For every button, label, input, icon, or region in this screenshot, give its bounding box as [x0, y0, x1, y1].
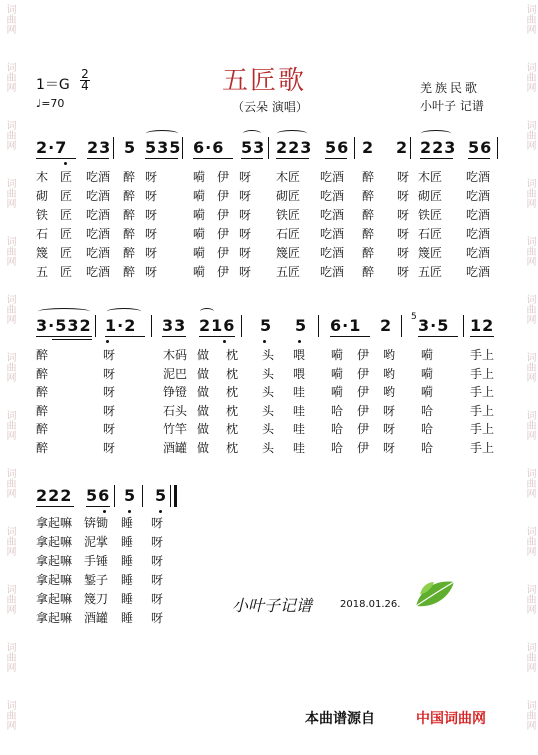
slur	[107, 308, 141, 315]
lyric-word: 拿起嘛	[36, 554, 73, 568]
lyric-word: 嗬	[193, 227, 206, 241]
lyric-word: 篾匠	[276, 246, 301, 260]
lyric-word: 呀	[383, 422, 396, 436]
lyric-word: 呀	[145, 265, 158, 279]
lyric-word: 呀	[397, 189, 410, 203]
lyric-word: 吃酒	[320, 227, 345, 241]
beam	[162, 336, 186, 337]
lyric-word: 哇	[293, 385, 306, 399]
note-group: 535	[145, 138, 182, 157]
lyric-word: 呀	[103, 348, 116, 362]
lyric-word: 枕	[226, 422, 239, 436]
lyric-word: 枕	[226, 440, 239, 455]
slur	[277, 130, 307, 137]
lyric-word: 匠	[60, 265, 73, 279]
time-sig-top: 2	[81, 67, 89, 81]
barline	[410, 137, 411, 159]
lyric-word: 拿起嘛	[36, 573, 73, 587]
watermark-text: 词曲网	[4, 584, 15, 614]
beam	[193, 158, 233, 159]
watermark-text: 词曲网	[524, 468, 535, 498]
lyric-word: 睡	[121, 611, 134, 625]
lyric-word: 石匠	[418, 227, 443, 241]
lyric-word: 吃酒	[466, 208, 491, 222]
key-signature: 1＝G	[36, 77, 70, 93]
lyric-word: 石匠	[276, 227, 301, 241]
lyric-word: 酒罐	[163, 440, 188, 455]
note-group: 6·6	[193, 138, 225, 157]
watermark-text: 词曲网	[4, 700, 15, 730]
lyric-word: 手上	[470, 403, 495, 418]
barline	[354, 137, 355, 159]
barline	[114, 485, 115, 507]
lyric-word: 呀	[383, 440, 396, 455]
time-signature	[80, 69, 90, 92]
lyric-word: 木码	[163, 348, 188, 362]
watermark-text: 词曲网	[524, 236, 535, 266]
lyric-word: 手上	[470, 366, 495, 381]
lyric-word: 呀	[151, 535, 164, 549]
lyric-word: 酒罐	[84, 611, 109, 625]
lyric-word: 做	[197, 366, 210, 381]
lyric-word: 嗬	[193, 246, 206, 260]
barline	[241, 315, 242, 337]
note-group: 5	[295, 316, 308, 335]
lower-octave-dot	[223, 340, 226, 343]
lyric-word: 呀	[151, 554, 164, 568]
lyric-word: 醉	[362, 170, 375, 184]
barline	[268, 137, 269, 159]
lyric-word: 吃酒	[466, 265, 491, 279]
beam	[36, 506, 74, 507]
lyric-word: 铁匠	[276, 208, 301, 222]
lyric-word: 哈	[331, 440, 344, 455]
lyric-word: 呀	[239, 208, 252, 222]
lyric-word: 醉	[36, 348, 49, 362]
lyric-word: 呀	[239, 265, 252, 279]
watermark-text: 词曲网	[524, 584, 535, 614]
lyric-word: 嗬	[193, 189, 206, 203]
lyric-word: 呀	[397, 170, 410, 184]
lyric-word: 醉	[36, 385, 49, 399]
note-group: 2·7	[36, 138, 68, 157]
beam	[52, 339, 92, 340]
beam	[276, 158, 309, 159]
lower-octave-dot	[298, 340, 301, 343]
lyric-word: 吃酒	[466, 189, 491, 203]
lyric-word: 吃酒	[86, 265, 111, 279]
lyric-word: 呀	[239, 189, 252, 203]
note-group: 12	[470, 316, 495, 335]
lyric-word: 枕	[226, 366, 239, 381]
lyric-word: 伊	[217, 170, 230, 184]
lyric-word: 头	[262, 403, 275, 418]
lyric-word: 吃酒	[466, 227, 491, 241]
lyric-word: 石头	[163, 403, 188, 418]
lyric-word: 伊	[217, 227, 230, 241]
lyric-word: 吃酒	[320, 208, 345, 222]
lyric-word: 做	[197, 385, 210, 399]
beam	[468, 158, 490, 159]
lower-octave-dot	[263, 340, 266, 343]
watermark-text: 词曲网	[4, 410, 15, 440]
lyric-word: 呀	[397, 208, 410, 222]
lyric-word: 呀	[239, 227, 252, 241]
lyric-word: 五匠	[418, 265, 443, 279]
lyric-word: 匠	[60, 170, 73, 184]
lyric-word: 醉	[36, 366, 49, 381]
lyric-word: 醉	[36, 440, 49, 455]
lyric-word: 做	[197, 403, 210, 418]
lyric-word: 匠	[60, 208, 73, 222]
watermark-text: 词曲网	[4, 468, 15, 498]
lyric-word: 錾子	[84, 573, 109, 587]
lyric-word: 匠	[60, 189, 73, 203]
lyric-word: 呀	[103, 366, 116, 381]
lyric-word: 做	[197, 440, 210, 455]
lyric-word: 手锤	[84, 554, 109, 568]
lower-octave-dot	[64, 162, 67, 165]
lyric-word: 醉	[362, 208, 375, 222]
beam	[330, 336, 370, 337]
lyric-word: 呀	[151, 516, 164, 530]
beam	[241, 158, 263, 159]
lyric-word: 吃酒	[320, 265, 345, 279]
leaf-icon	[412, 576, 458, 612]
lyric-word: 吃酒	[320, 246, 345, 260]
lyric-word: 拿起嘛	[36, 535, 73, 549]
barline	[113, 137, 114, 159]
lyric-word: 哟	[383, 348, 396, 362]
lyric-word: 哈	[331, 403, 344, 418]
beam	[470, 336, 494, 337]
lyric-word: 吃酒	[86, 227, 111, 241]
song-title: 五匠歌	[222, 66, 307, 96]
watermark-text: 词曲网	[4, 526, 15, 556]
beam	[36, 158, 76, 159]
watermark-text: 词曲网	[524, 642, 535, 672]
lyric-word: 做	[197, 348, 210, 362]
lyric-word: 醉	[36, 422, 49, 436]
watermark-text: 词曲网	[4, 62, 15, 92]
lyric-word: 哈	[331, 422, 344, 436]
tempo-marking: ♩=70	[36, 97, 65, 110]
lower-octave-dot	[103, 510, 106, 513]
watermark-left	[0, 0, 18, 755]
watermark-text: 词曲网	[4, 352, 15, 382]
watermark-text: 词曲网	[524, 294, 535, 324]
lyric-word: 伊	[357, 385, 370, 399]
lyric-word: 枕	[226, 348, 239, 362]
lyric-word: 手上	[470, 440, 495, 455]
lyric-word: 伊	[357, 440, 370, 455]
lyric-word: 伊	[357, 348, 370, 362]
lyric-word: 伊	[217, 246, 230, 260]
lyric-word: 吃酒	[86, 246, 111, 260]
lyric-word: 醉	[123, 246, 136, 260]
lyric-word: 喂	[293, 366, 306, 381]
watermark-text: 词曲网	[524, 120, 535, 150]
barline	[463, 315, 464, 337]
lyric-word: 哇	[293, 403, 306, 418]
note-group: 1·2	[105, 316, 137, 335]
note-group: 56	[468, 138, 493, 157]
watermark-text: 词曲网	[524, 700, 535, 730]
lyric-word: 吃酒	[86, 170, 111, 184]
beam	[86, 506, 110, 507]
transcription-date: 2018.01.26.	[340, 599, 401, 610]
lyric-word: 呀	[103, 403, 116, 418]
footer-brand-link[interactable]: 中国词曲网	[416, 711, 486, 727]
lower-octave-dot	[128, 510, 131, 513]
slur	[38, 308, 90, 315]
watermark-text: 词曲网	[524, 62, 535, 92]
watermark-text: 词曲网	[524, 526, 535, 556]
lyric-word: 睡	[121, 516, 134, 530]
beam	[87, 158, 109, 159]
barline	[401, 315, 402, 337]
note-group: 5	[124, 486, 137, 505]
note-group: 23	[87, 138, 112, 157]
barline	[182, 137, 183, 159]
note-group: 223	[276, 138, 313, 157]
lyric-word: 木	[36, 170, 49, 184]
lyric-word: 木匠	[276, 170, 301, 184]
watermark-text: 词曲网	[524, 178, 535, 208]
slur	[243, 130, 261, 137]
lyric-word: 嗬	[193, 208, 206, 222]
lyric-word: 头	[262, 440, 275, 455]
watermark-text: 词曲网	[524, 4, 535, 34]
watermark-text: 词曲网	[524, 352, 535, 382]
lyric-word: 呀	[103, 422, 116, 436]
lyric-word: 匠	[60, 227, 73, 241]
lyric-word: 砌匠	[418, 189, 443, 203]
beam	[199, 336, 235, 337]
lyric-word: 醉	[362, 227, 375, 241]
note-group: 216	[199, 316, 236, 335]
lyric-word: 醉	[123, 265, 136, 279]
watermark-text: 词曲网	[4, 236, 15, 266]
slur	[200, 308, 214, 315]
lyric-word: 醉	[123, 170, 136, 184]
lyric-word: 手上	[470, 422, 495, 436]
note-group: 6·1	[330, 316, 362, 335]
beam	[145, 158, 178, 159]
lyric-word: 泥巴	[163, 366, 188, 381]
lyric-word: 嗬	[421, 348, 434, 362]
lyric-word: 篾刀	[84, 592, 109, 606]
lyric-word: 石	[36, 227, 49, 241]
lyric-word: 拿起嘛	[36, 516, 73, 530]
note-group: 56	[325, 138, 350, 157]
lyric-word: 伊	[217, 265, 230, 279]
lyric-word: 匠	[60, 246, 73, 260]
lyric-word: 哈	[421, 422, 434, 436]
lyric-word: 嗬	[421, 366, 434, 381]
lyric-word: 吃酒	[320, 189, 345, 203]
beam	[420, 158, 453, 159]
note-group: 5	[124, 138, 137, 157]
lyric-word: 呀	[145, 189, 158, 203]
lyric-word: 篾匠	[418, 246, 443, 260]
lyric-word: 泥掌	[84, 535, 109, 549]
lyric-word: 哟	[383, 385, 396, 399]
lyric-word: 铁	[36, 208, 49, 222]
lyric-word: 醉	[123, 189, 136, 203]
lyric-word: 嗬	[193, 265, 206, 279]
footer-source-label: 本曲谱源自	[305, 711, 375, 727]
note-group: 222	[36, 486, 73, 505]
song-source: 羌族民歌	[420, 81, 481, 95]
lyric-word: 吃酒	[86, 189, 111, 203]
lyric-word: 伊	[357, 403, 370, 418]
note-group: 33	[162, 316, 187, 335]
lower-octave-dot	[159, 510, 162, 513]
lyric-word: 伊	[357, 366, 370, 381]
lyric-word: 睡	[121, 554, 134, 568]
lyric-word: 呀	[239, 170, 252, 184]
watermark-text: 词曲网	[4, 642, 15, 672]
lyric-word: 伊	[217, 189, 230, 203]
lyric-word: 呀	[383, 403, 396, 418]
lyric-word: 醉	[362, 265, 375, 279]
watermark-text: 词曲网	[524, 410, 535, 440]
lyric-word: 呀	[145, 170, 158, 184]
lyric-word: 醉	[123, 208, 136, 222]
lyric-word: 睡	[121, 573, 134, 587]
barline	[497, 137, 498, 159]
watermark-text: 词曲网	[4, 4, 15, 34]
lyric-word: 醉	[362, 246, 375, 260]
beam	[418, 336, 458, 337]
lyric-word: 哇	[293, 422, 306, 436]
lyric-word: 呀	[239, 246, 252, 260]
lyric-word: 呀	[397, 265, 410, 279]
lyric-word: 呀	[145, 208, 158, 222]
lyric-word: 头	[262, 348, 275, 362]
note-group: 5	[260, 316, 273, 335]
lyric-word: 呀	[103, 440, 116, 455]
lyric-word: 砌匠	[276, 189, 301, 203]
barline	[142, 485, 143, 507]
time-sig-bottom: 4	[81, 79, 89, 93]
beam	[105, 336, 145, 337]
note-group: 56	[86, 486, 111, 505]
lyric-word: 头	[262, 422, 275, 436]
lyric-word: 嗬	[331, 366, 344, 381]
lyric-word: 手上	[470, 348, 495, 362]
note-group: 3·532	[36, 316, 92, 335]
lyric-word: 嗬	[331, 348, 344, 362]
barline	[318, 315, 319, 337]
watermark-right	[520, 0, 538, 755]
watermark-text: 词曲网	[4, 178, 15, 208]
lyric-word: 醉	[36, 403, 49, 418]
lyric-word: 篾	[36, 246, 49, 260]
barline	[95, 315, 96, 337]
final-barline-thick	[174, 485, 177, 507]
note-group: 2	[362, 138, 375, 157]
watermark-text: 词曲网	[4, 120, 15, 150]
lyric-word: 呀	[151, 573, 164, 587]
lyric-word: 呀	[145, 227, 158, 241]
beam	[36, 336, 92, 337]
lyric-word: 嗬	[331, 385, 344, 399]
lyric-word: 呀	[151, 592, 164, 606]
lyric-word: 哈	[421, 403, 434, 418]
lyric-word: 手上	[470, 385, 495, 399]
performer-subtitle: （云朵 演唱）	[232, 100, 308, 114]
lyric-word: 吃酒	[320, 170, 345, 184]
lyric-word: 喂	[293, 348, 306, 362]
lyric-word: 枕	[226, 403, 239, 418]
note-group: 223	[420, 138, 457, 157]
lyric-word: 木匠	[418, 170, 443, 184]
lyric-word: 伊	[357, 422, 370, 436]
slur	[146, 130, 178, 137]
lyric-word: 五匠	[276, 265, 301, 279]
lyric-word: 吃酒	[86, 208, 111, 222]
transcriber: 小叶子 记谱	[420, 99, 484, 113]
note-group: 53	[241, 138, 266, 157]
lyric-word: 睡	[121, 535, 134, 549]
lyric-word: 伊	[217, 208, 230, 222]
lyric-word: 五	[36, 265, 49, 279]
lyric-word: 呀	[103, 385, 116, 399]
lyric-word: 枕	[226, 385, 239, 399]
final-barline-thin	[170, 485, 171, 507]
transcriber-signature: 小叶子记谱	[232, 596, 313, 615]
lyric-word: 头	[262, 385, 275, 399]
lyric-word: 醉	[123, 227, 136, 241]
lyric-word: 呀	[397, 227, 410, 241]
note-group: 3·5	[418, 316, 450, 335]
lyric-word: 哟	[383, 366, 396, 381]
lyric-word: 醉	[362, 189, 375, 203]
lower-octave-dot	[106, 340, 109, 343]
lyric-word: 哈	[421, 440, 434, 455]
lyric-word: 拿起嘛	[36, 611, 73, 625]
lyric-word: 头	[262, 366, 275, 381]
slur	[421, 130, 451, 137]
lyric-word: 嗬	[421, 385, 434, 399]
barline	[151, 315, 152, 337]
lyric-word: 睡	[121, 592, 134, 606]
beam	[325, 158, 347, 159]
grace-note: 5	[411, 312, 417, 322]
note-group: 5	[155, 486, 168, 505]
lyric-word: 吃酒	[466, 170, 491, 184]
lyric-word: 砌	[36, 189, 49, 203]
lyric-word: 吃酒	[466, 246, 491, 260]
lyric-word: 竹竿	[163, 422, 188, 436]
lyric-word: 做	[197, 422, 210, 436]
lyric-word: 嗬	[193, 170, 206, 184]
lyric-word: 呀	[397, 246, 410, 260]
note-group: 2	[380, 316, 393, 335]
lyric-word: 铮镫	[163, 385, 188, 399]
note-group: 2	[396, 138, 409, 157]
lyric-word: 呀	[145, 246, 158, 260]
lyric-word: 呀	[151, 611, 164, 625]
watermark-text: 词曲网	[4, 294, 15, 324]
lyric-word: 拿起嘛	[36, 592, 73, 606]
lyric-word: 哇	[293, 440, 306, 455]
lyric-word: 铁匠	[418, 208, 443, 222]
lyric-word: 锛锄	[84, 516, 109, 530]
